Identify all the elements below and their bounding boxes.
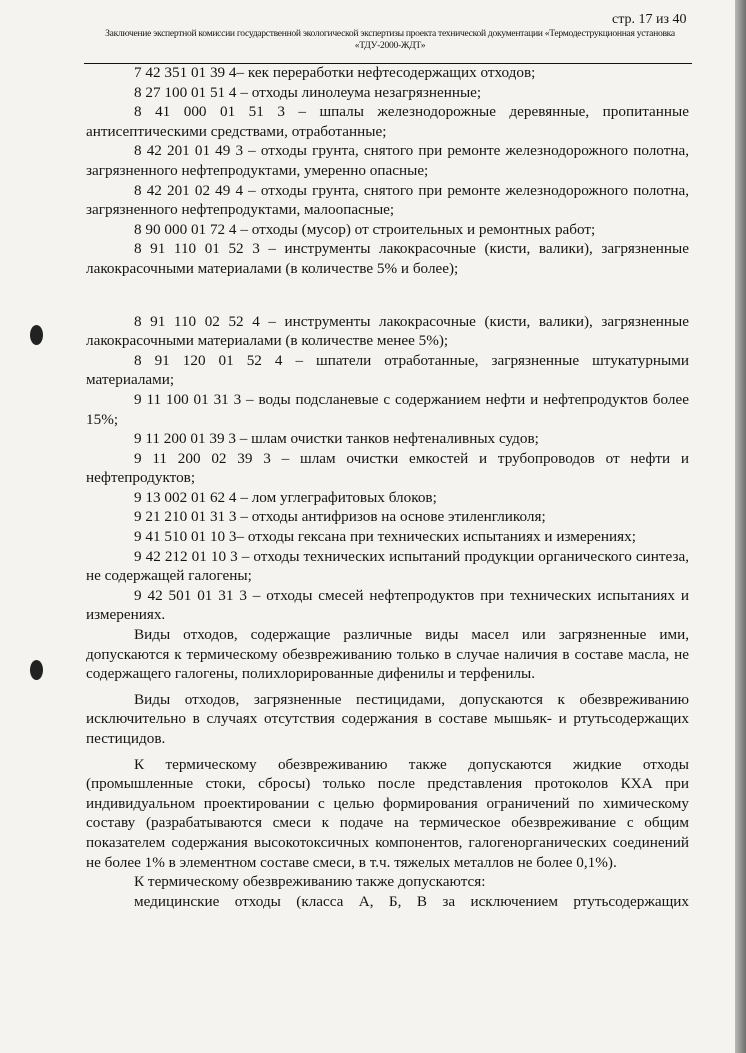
body-paragraph: Виды отходов, содержащие различные виды масел или загрязненные ими, допускаются к термическому обезвреживанию только в случае наличия в составе масла, не содержащего галогены, полихлорированные дифенилы и терфенилы. bbox=[86, 626, 689, 683]
waste-code-item: 9 42 212 01 10 3 – отходы технических испытаний продукции органического синтеза, не содержащей галогены; bbox=[86, 547, 689, 585]
waste-code-item: 7 42 351 01 39 4– кек переработки нефтесодержащих отходов; bbox=[134, 64, 536, 81]
waste-code-item: 8 91 120 01 52 4 – шпатели отработанные, загрязненные штукатурными материалами; bbox=[86, 351, 689, 389]
punch-hole-mark bbox=[30, 325, 43, 345]
waste-code-item: 8 90 000 01 72 4 – отходы (мусор) от строительных и ремонтных работ; bbox=[134, 220, 596, 238]
scan-edge-shadow bbox=[735, 0, 746, 1053]
document-body bbox=[86, 63, 689, 911]
waste-code-item: 8 42 201 01 49 3 – отходы грунта, снятого при ремонте железнодорожного полотна, загрязненного нефтепродуктами, умеренно опасные; bbox=[86, 142, 689, 179]
blank-space bbox=[86, 279, 689, 312]
waste-code-item: 9 42 501 01 31 3 – отходы смесей нефтепродуктов при технических испытаниях и измерениях. bbox=[86, 586, 689, 624]
punch-hole-mark bbox=[30, 660, 43, 680]
document-header: Заключение экспертной комиссии государственной экологической экспертизы проекта технической документации «Термодеструкционная установка «ТДУ-2000-ЖДТ» bbox=[105, 28, 675, 51]
body-paragraph: медицинские отходы (класса А, Б, В за исключением ртутьсодержащих bbox=[134, 892, 689, 910]
body-paragraph: К термическому обезвреживанию также допускаются жидкие отходы (промышленные стоки, сбросы) только после представления протоколов КХА при индивидуальном проектировании с целью формирования ограничений по химическому составу (разрабатываются смеси к подаче на термическое обезвреживание с общим показателем содержания высокотоксичных компонентов, галогенорганических соединений не более 1% в элементном составе смеси, в т.ч. тяжелых металлов не более 0,1%). bbox=[86, 755, 689, 871]
waste-code-item: 8 42 201 02 49 4 – отходы грунта, снятого при ремонте железнодорожного полотна, загрязненного нефтепродуктами, малоопасные; bbox=[86, 181, 689, 219]
waste-code-item: 8 41 000 01 51 3 – шпалы железнодорожные деревянные, пропитанные антисептическими средствами, отработанные; bbox=[86, 103, 689, 140]
body-paragraph: К термическому обезвреживанию также допускаются: bbox=[134, 873, 486, 891]
waste-code-item: 8 27 100 01 51 4 – отходы линолеума незагрязненные; bbox=[134, 83, 482, 101]
waste-code-item: 9 11 200 02 39 3 – шлам очистки емкостей и трубопроводов от нефти и нефтепродуктов; bbox=[86, 449, 689, 487]
waste-code-item: 9 21 210 01 31 3 – отходы антифризов на основе этиленгликоля; bbox=[134, 508, 546, 526]
waste-code-item: 9 11 200 01 39 3 – шлам очистки танков нефтеналивных судов; bbox=[134, 430, 539, 448]
waste-code-item: 9 41 510 01 10 3– отходы гексана при технических испытаниях и измерениях; bbox=[134, 528, 636, 546]
body-paragraph: Виды отходов, загрязненные пестицидами, допускаются к обезвреживанию исключительно в случаях отсутствия содержания в составе мышьяк- и ртутьсодержащих пестицидов. bbox=[86, 690, 689, 747]
waste-code-item: 9 13 002 01 62 4 – лом углеграфитовых блоков; bbox=[134, 488, 437, 506]
waste-code-item: 8 91 110 02 52 4 – инструменты лакокрасочные (кисти, валики), загрязненные лакокрасочными материалами (в количестве менее 5%); bbox=[86, 312, 689, 350]
waste-code-item: 9 11 100 01 31 3 – воды подсланевые с содержанием нефти и нефтепродуктов более 15%; bbox=[86, 390, 689, 428]
page-number: стр. 17 из 40 bbox=[612, 12, 687, 27]
waste-code-item: 8 91 110 01 52 3 – инструменты лакокрасочные (кисти, валики), загрязненные лакокрасочными материалами (в количестве 5% и более); bbox=[86, 240, 689, 277]
